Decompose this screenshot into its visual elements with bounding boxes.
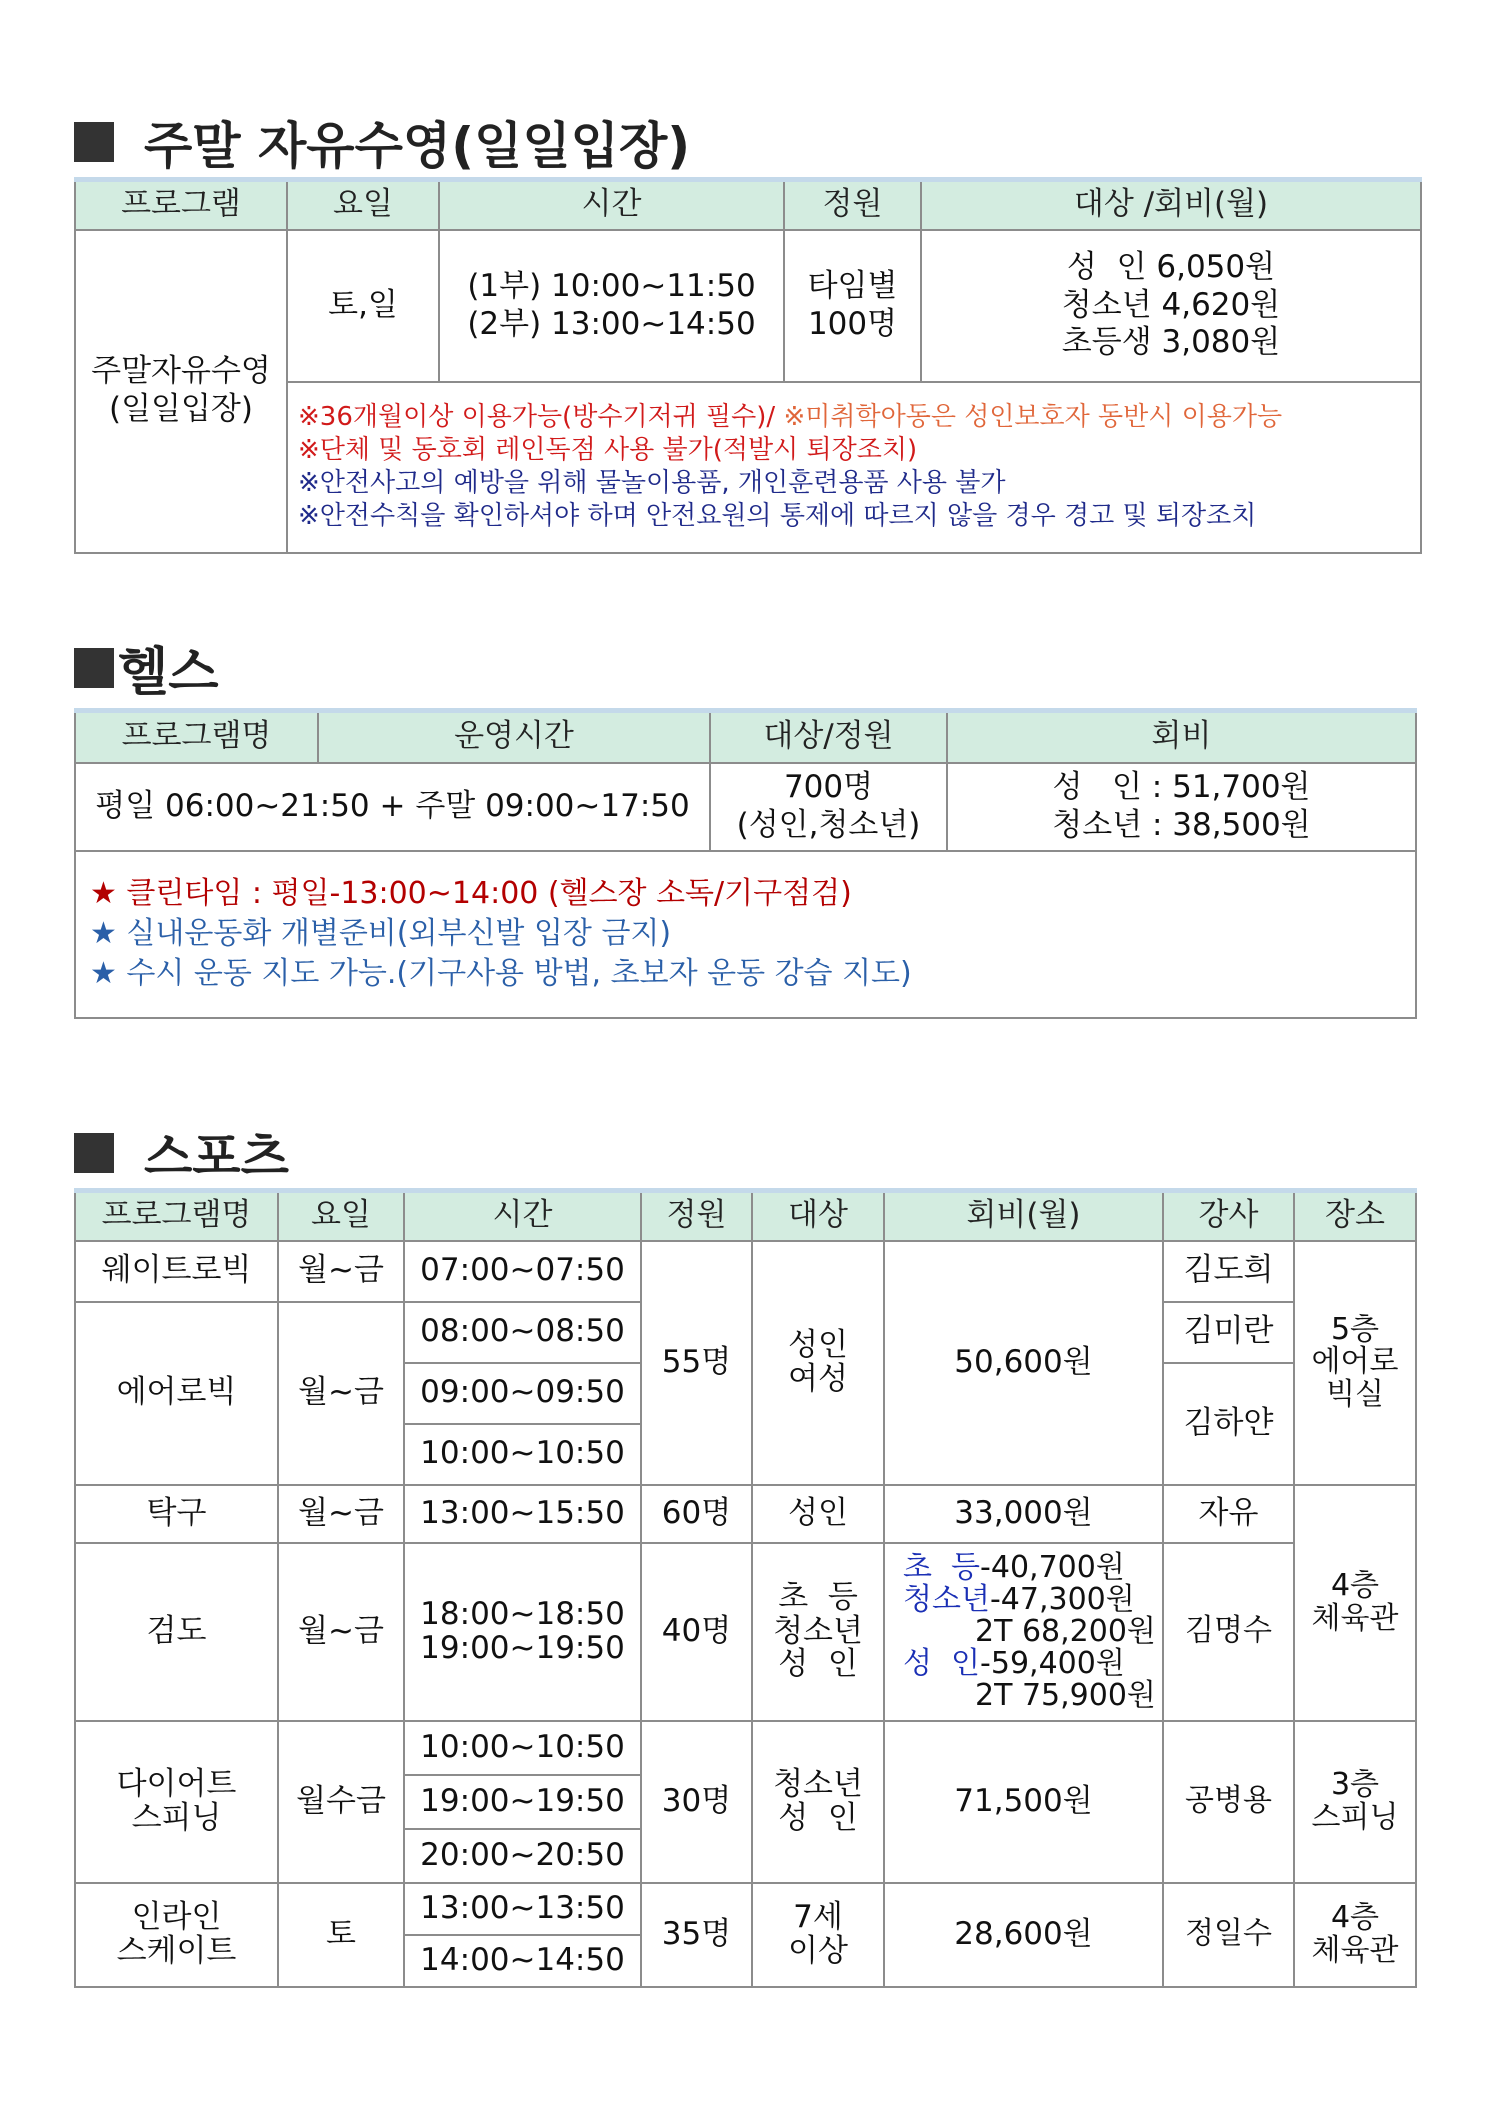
pingpong-capacity: 60명	[641, 1485, 752, 1543]
sports-section-title	[74, 1117, 289, 1189]
health-header-capacity: 대상/정원	[710, 711, 947, 763]
square-bullet-icon	[74, 648, 114, 688]
aerobic-target	[752, 1241, 884, 1485]
aerobic-time-2: 09:00~09:50	[404, 1363, 641, 1424]
kendo-fee-child	[903, 1549, 1162, 1585]
swim-program-line1: 주말자유수영	[91, 353, 271, 390]
aerobic-target-1: 성인	[788, 1327, 848, 1364]
inline-place-2: 체육관	[1311, 1932, 1399, 1968]
health-capacity-1: 700명	[783, 768, 874, 805]
kendo-fee-youth-2t: 2T 68,200원	[975, 1613, 1156, 1649]
aerobic-capacity: 55명	[641, 1241, 752, 1485]
swim-time-2: (2부) 13:00~14:50	[467, 305, 756, 342]
swim-note-2: ※단체 및 동호회 레인독점 사용 불가(적발시 퇴장조치)	[298, 435, 918, 465]
health-note-shoes: ★ 실내운동화 개별준비(외부신발 입장 금지)	[90, 916, 672, 951]
kendo-target-3: 성 인	[778, 1646, 858, 1683]
sports-table	[74, 1188, 1417, 1988]
spinning-program	[75, 1721, 278, 1883]
spinning-target-1: 청소년	[773, 1766, 863, 1803]
spinning-target-2: 성 인	[778, 1799, 858, 1836]
health-fee-cell	[947, 763, 1416, 851]
sports-header-time: 시간	[404, 1191, 641, 1241]
health-hours-cell: 평일 06:00~21:50 + 주말 09:00~17:50	[75, 763, 710, 851]
aerobic-days: 월~금	[278, 1302, 404, 1485]
spinning-fee: 71,500원	[884, 1721, 1163, 1883]
spinning-time-1: 10:00~10:50	[404, 1721, 641, 1775]
kendo-time	[404, 1543, 641, 1721]
inline-place	[1294, 1883, 1416, 1987]
swim-header-capacity: 정원	[784, 180, 921, 230]
health-capacity-2: (성인,청소년)	[736, 806, 921, 843]
inline-time-1: 13:00~13:50	[404, 1883, 641, 1935]
swim-note-4: ※안전수칙을 확인하셔야 하며 안전요원의 통제에 따르지 않을 경우 경고 및 퇴장조치	[298, 501, 1257, 531]
square-bullet-icon	[74, 1133, 114, 1173]
sports-header-target: 대상	[752, 1191, 884, 1241]
weightrobic-instructor: 김도희	[1163, 1241, 1294, 1302]
aerobic-instructor-2: 김하얀	[1163, 1363, 1294, 1485]
kendo-program: 검도	[75, 1543, 278, 1721]
pingpong-target: 성인	[752, 1485, 884, 1543]
kendo-fee-youth-label: 청소년	[903, 1581, 990, 1617]
spinning-instructor: 공병용	[1163, 1721, 1294, 1883]
kendo-capacity: 40명	[641, 1543, 752, 1721]
kendo-fee-adult-label: 성 인	[903, 1645, 981, 1681]
aerobic-program: 에어로빅	[75, 1302, 278, 1485]
kendo-target-1: 초 등	[778, 1579, 858, 1616]
spinning-time-2: 19:00~19:50	[404, 1775, 641, 1829]
health-capacity-cell	[710, 763, 947, 851]
aerobic-place-3: 빅실	[1326, 1376, 1384, 1412]
pingpong-days: 월~금	[278, 1485, 404, 1543]
health-header-fee: 회비	[947, 711, 1416, 763]
spinning-place-2: 스피닝	[1311, 1799, 1399, 1835]
swim-fee-child: 초등생 3,080원	[1061, 324, 1281, 361]
inline-target	[752, 1883, 884, 1987]
health-note-cleantime: ★ 클린타임 : 평일-13:00~14:00 (헬스장 소독/기구점검)	[90, 876, 852, 911]
kendo-fee-child-value: -40,700원	[980, 1549, 1125, 1585]
pingpong-fee: 33,000원	[884, 1485, 1163, 1543]
inline-days: 토	[278, 1883, 404, 1987]
inline-place-1: 4층	[1330, 1900, 1380, 1936]
sports-header-capacity: 정원	[641, 1191, 752, 1241]
swim-note-1a: ※36개월이상 이용가능(방수기저귀 필수)/	[298, 402, 784, 432]
kendo-fee-adult	[903, 1645, 1162, 1681]
swim-program-line2: (일일입장)	[109, 391, 253, 427]
health-header-program: 프로그램명	[75, 711, 318, 763]
kendo-target	[752, 1543, 884, 1721]
swim-fee-cell	[921, 230, 1421, 382]
health-fee-youth: 청소년 : 38,500원	[1052, 806, 1311, 843]
inline-program-1: 인라인	[131, 1899, 222, 1936]
kendo-fee-youth	[903, 1581, 1162, 1617]
kendo-fee-youth-value: -47,300원	[989, 1581, 1135, 1617]
spinning-days: 월수금	[278, 1721, 404, 1883]
sports-header-fee: 회비(월)	[884, 1191, 1163, 1241]
swim-header-program: 프로그램	[75, 180, 287, 230]
sports-header-days: 요일	[278, 1191, 404, 1241]
spinning-place-1: 3층	[1330, 1767, 1380, 1803]
aerobic-time-3: 10:00~10:50	[404, 1424, 641, 1485]
swim-days-cell: 토,일	[287, 230, 439, 382]
pingpong-program: 탁구	[75, 1485, 278, 1543]
kendo-fee-adult-2t: 2T 75,900원	[975, 1677, 1156, 1713]
swim-title-text: 주말 자유수영(일일입장)	[144, 117, 691, 175]
inline-target-1: 7세	[793, 1899, 843, 1936]
inline-target-2: 이상	[788, 1932, 848, 1969]
swim-time-cell	[439, 230, 784, 382]
aerobic-place-1: 5층	[1330, 1311, 1380, 1347]
spinning-program-2: 스피닝	[131, 1799, 222, 1836]
kendo-time-2: 19:00~19:50	[420, 1629, 625, 1666]
weightrobic-program: 웨이트로빅	[75, 1241, 278, 1302]
sports-title-text: 스포츠	[144, 1128, 289, 1186]
spinning-program-1: 다이어트	[116, 1766, 237, 1803]
inline-instructor: 정일수	[1163, 1883, 1294, 1987]
gym-place-1: 4층	[1330, 1568, 1380, 1604]
kendo-days: 월~금	[278, 1543, 404, 1721]
swim-program-cell	[75, 230, 287, 553]
aerobic-place-2: 에어로	[1311, 1344, 1399, 1380]
gym-place-2: 체육관	[1311, 1600, 1399, 1636]
swim-note-1b: ※미취학아동은 성인보호자 동반시 이용가능	[783, 402, 1283, 432]
spinning-target	[752, 1721, 884, 1883]
pingpong-time: 13:00~15:50	[404, 1485, 641, 1543]
swim-note-3: ※안전사고의 예방을 위해 물놀이용품, 개인훈련용품 사용 불가	[298, 468, 1006, 498]
aerobic-instructor-1: 김미란	[1163, 1302, 1294, 1363]
swim-fee-adult: 성 인 6,050원	[1066, 248, 1276, 285]
sports-header-program: 프로그램명	[75, 1191, 278, 1241]
weightrobic-days: 월~금	[278, 1241, 404, 1302]
spinning-capacity: 30명	[641, 1721, 752, 1883]
swim-capacity-cell	[784, 230, 921, 382]
health-header-hours: 운영시간	[318, 711, 710, 763]
swim-header-days: 요일	[287, 180, 439, 230]
pingpong-instructor: 자유	[1163, 1485, 1294, 1543]
inline-capacity: 35명	[641, 1883, 752, 1987]
gym-place	[1294, 1485, 1416, 1721]
square-bullet-icon	[74, 122, 114, 162]
swim-time-1: (1부) 10:00~11:50	[467, 267, 756, 304]
swim-note-1	[298, 401, 1420, 434]
spinning-place	[1294, 1721, 1416, 1883]
inline-program-2: 스케이트	[116, 1932, 237, 1969]
swim-section-title	[74, 106, 690, 178]
swim-header-fee: 대상 /회비(월)	[921, 180, 1421, 230]
swim-table	[74, 177, 1422, 554]
swim-header-time: 시간	[439, 180, 784, 230]
aerobic-place	[1294, 1241, 1416, 1485]
health-notes-cell	[75, 851, 1416, 1018]
swim-fee-youth: 청소년 4,620원	[1061, 286, 1281, 323]
kendo-fee-child-label: 초 등	[903, 1549, 981, 1585]
swim-capacity-2: 100명	[807, 305, 898, 342]
sports-header-instructor: 강사	[1163, 1191, 1294, 1241]
health-title-text: 헬스	[118, 643, 219, 703]
health-fee-adult: 성 인 : 51,700원	[1052, 768, 1311, 805]
aerobic-target-2: 여성	[788, 1360, 848, 1397]
inline-fee: 28,600원	[884, 1883, 1163, 1987]
aerobic-time-1: 08:00~08:50	[404, 1302, 641, 1363]
sports-header-place: 장소	[1294, 1191, 1416, 1241]
aerobic-fee: 50,600원	[884, 1241, 1163, 1485]
kendo-instructor: 김명수	[1163, 1543, 1294, 1721]
kendo-time-1: 18:00~18:50	[420, 1596, 625, 1633]
health-table	[74, 708, 1417, 1019]
inline-time-2: 14:00~14:50	[404, 1935, 641, 1987]
weightrobic-time: 07:00~07:50	[404, 1241, 641, 1302]
health-note-coaching: ★ 수시 운동 지도 가능.(기구사용 방법, 초보자 운동 강습 지도)	[90, 956, 912, 991]
inline-program	[75, 1883, 278, 1987]
spinning-time-3: 20:00~20:50	[404, 1829, 641, 1883]
kendo-target-2: 청소년	[773, 1612, 863, 1649]
kendo-fee-cell	[884, 1543, 1163, 1721]
kendo-fee-adult-value: -59,400원	[980, 1645, 1125, 1681]
swim-notes-cell	[287, 382, 1421, 553]
swim-capacity-1: 타임별	[807, 267, 898, 304]
health-section-title	[74, 630, 218, 705]
